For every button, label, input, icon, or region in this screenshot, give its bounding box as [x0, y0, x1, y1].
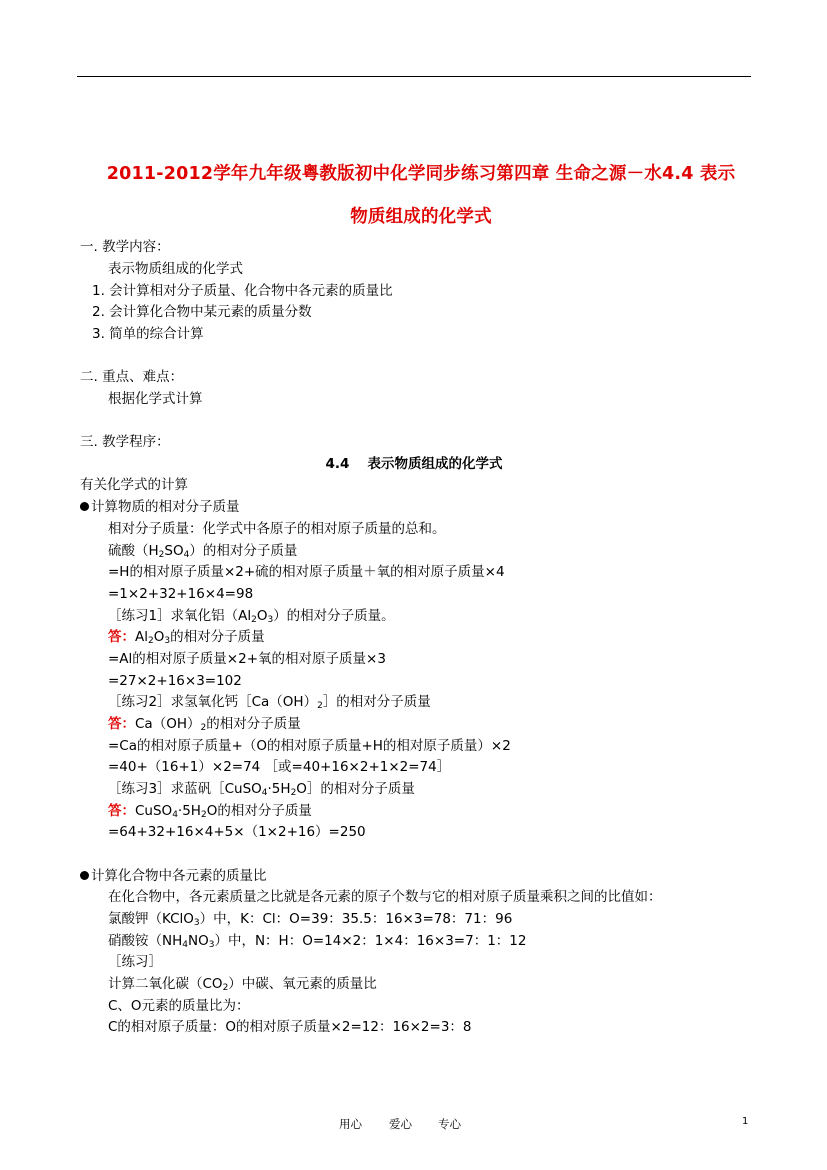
- example-formula: =H的相对原子质量×2+硫的相对原子质量＋氧的相对原子质量×4: [108, 564, 505, 580]
- answer-1-result: =27×2+16×3=102: [108, 673, 242, 689]
- practice-label: ［练习］: [108, 954, 162, 970]
- section-1-item: 1. 会计算相对分子质量、化合物中各元素的质量比: [92, 283, 393, 299]
- document-title-line-2: 物质组成的化学式: [350, 207, 492, 227]
- section-1-topic: 表示物质组成的化学式: [108, 261, 243, 277]
- practice-line-2: C、O元素的质量比为：: [108, 998, 250, 1014]
- page-number: 1: [742, 1116, 749, 1127]
- answer-1: 答：$Al_2O_3$的相对分子质量: [108, 629, 265, 646]
- section-1-item: 3. 简单的综合计算: [92, 326, 204, 342]
- section-2-text: 根据化学式计算: [108, 391, 203, 407]
- answer-label: 答：: [108, 803, 135, 819]
- answer-3-result: =64+32+16×4+5×（1×2+16）=250: [108, 824, 366, 840]
- section-3-subtitle: 4.4 表示物质组成的化学式: [325, 456, 503, 472]
- section-1-item: 2. 会计算化合物中某元素的质量分数: [92, 304, 312, 320]
- answer-label: 答：: [108, 629, 135, 645]
- practice-1: ［练习1］求氧化铝$(Al_2O_3)$的相对分子质量。: [108, 608, 395, 625]
- block-1-heading-row: [80, 498, 240, 516]
- section-1-heading: 一. 教学内容：: [80, 239, 170, 255]
- answer-2-formula: =Ca的相对原子质量+（O的相对原子质量+H的相对原子质量）×2: [108, 738, 511, 754]
- section-3-heading: 三. 教学程序：: [80, 434, 170, 450]
- footer-item: 爱心: [389, 1117, 412, 1131]
- block-1-heading: 计算物质的相对分子质量: [91, 499, 240, 515]
- footer-item: 专心: [438, 1117, 461, 1131]
- bullet-icon: [80, 502, 89, 511]
- answer-2-result: =40+（16+1）×2=74 ［或=40+16×2+1×2=74］: [108, 759, 451, 775]
- block-2-heading: 计算化合物中各元素的质量比: [91, 868, 267, 884]
- block-2-text: 在化合物中，各元素质量之比就是各元素的原子个数与它的相对原子质量乘积之间的比值如：: [108, 889, 662, 905]
- practice-2: ［练习2］求氢氧化钙$[Ca(OH)_2]$的相对分子质量: [108, 694, 431, 711]
- example-sulfuric-acid: 硫酸$(H_2SO_4)$的相对分子质量: [108, 543, 298, 560]
- answer-label: 答：: [108, 716, 135, 732]
- intro-text: 有关化学式的计算: [80, 477, 188, 493]
- footer-item: 用心: [339, 1117, 362, 1131]
- example-potassium-chlorate: 氯酸钾（KClO$_3$）中，K：Cl：O=39：35.5：16×3=78：71：96: [108, 911, 513, 928]
- answer-2: 答：$Ca(OH)_2$的相对分子质量: [108, 716, 301, 733]
- header-rule: [77, 76, 751, 77]
- answer-1-formula: =Al的相对原子质量×2+氧的相对原子质量×3: [108, 651, 386, 667]
- example-ammonium-nitrate: 硝酸铵$(NH_4NO_3)$中，N：H：O=14×2：1×4：16×3=7：1：12: [108, 933, 527, 950]
- answer-3: 答：$CuSO_4\cdot 5H_2O$的相对分子质量: [108, 803, 312, 820]
- practice-line-3: C的相对原子质量：O的相对原子质量×2=12：16×2=3：8: [108, 1019, 472, 1035]
- practice-3: ［练习3］求蓝矾$[CuSO_4\cdot 5H_2O]$的相对分子质量: [108, 781, 415, 798]
- block-2-heading-row: [80, 867, 267, 885]
- practice-question: 计算二氧化碳$(CO_2)$中碳、氧元素的质量比: [108, 976, 377, 993]
- example-result: =1×2+32+16×4=98: [108, 586, 254, 602]
- bullet-icon: [80, 871, 89, 880]
- section-2-heading: 二. 重点、难点：: [80, 369, 184, 385]
- document-title-line-1: 2011-2012学年九年级粤教版初中化学同步练习第四章 生命之源－水4.4 表示: [106, 164, 736, 184]
- definition: 相对分子质量：化学式中各原子的相对原子质量的总和。: [108, 521, 446, 537]
